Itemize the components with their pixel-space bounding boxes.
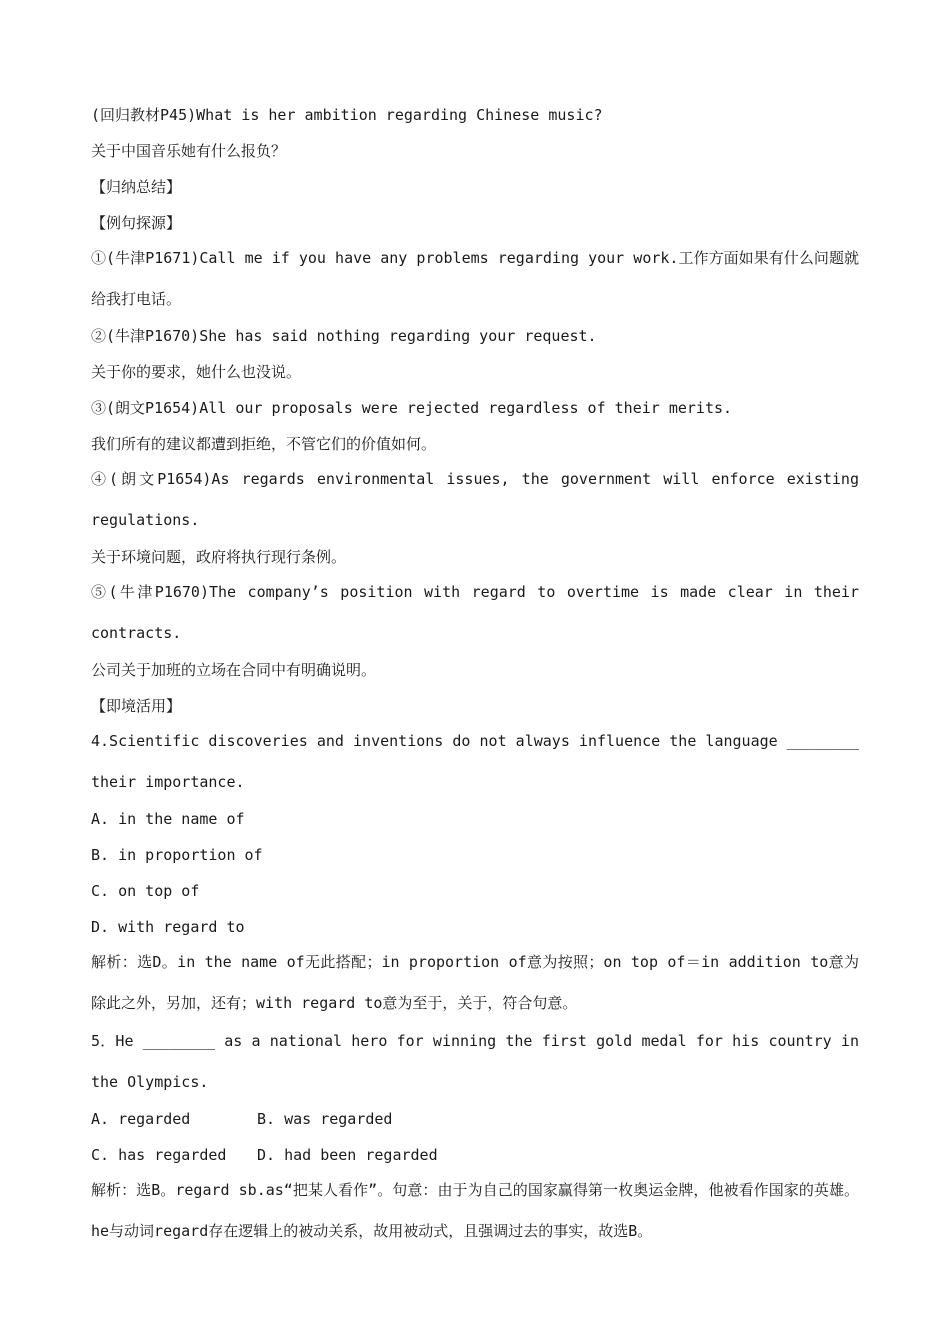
question-4-option-d: D. with regard to (91, 918, 245, 936)
question-5-analysis: 解析：选B。regard sb.as“把某人看作”。句意：由于为自己的国家赢得第一枚奥运金牌，他被看作国家的英雄。he与动词regard存在逻辑上的被动关系，故用被动式，且强调过去的事实，故选B。 (91, 1181, 859, 1240)
question-5-option-a: A. regarded (91, 1110, 191, 1128)
example-4-translation: 关于环境问题，政府将执行现行条例。 (91, 548, 347, 566)
example-2-translation: 关于你的要求，她什么也没说。 (91, 363, 302, 381)
question-5-stem: 5．He ________ as a national hero for winning the first gold medal for his country in the Olympics. (91, 1032, 859, 1091)
example-2: ②(牛津P1670)She has said nothing regarding your request. (91, 327, 597, 345)
question-4-option-b: B. in proportion of (91, 846, 263, 864)
intro-question: (回归教材P45)What is her ambition regarding Chinese music? (91, 106, 603, 124)
document-page (91, 97, 859, 1250)
section-heading-examples: 【例句探源】 (91, 214, 182, 232)
intro-translation: 关于中国音乐她有什么报负？ (91, 142, 287, 160)
question-4-option-c: C. on top of (91, 882, 200, 900)
question-5-options-row-1 (91, 1101, 859, 1137)
section-heading-practice: 【即境活用】 (91, 697, 182, 715)
example-3-translation: 我们所有的建议都遭到拒绝，不管它们的价值如何。 (91, 435, 437, 453)
question-5-option-d: D. had been regarded (257, 1146, 438, 1164)
example-4: ④(朗文P1654)As regards environmental issues, the government will enforce existing regulations. (91, 470, 859, 529)
question-5-option-b: B. was regarded (257, 1110, 393, 1128)
question-4-stem: 4.Scientific discoveries and inventions do not always influence the language ________ their importance. (91, 732, 859, 791)
example-5: ⑤(牛津P1670)The company’s position with regard to overtime is made clear in their contracts. (91, 583, 859, 642)
question-5-option-c: C. has regarded (91, 1146, 227, 1164)
example-1: ①(牛津P1671)Call me if you have any problems regarding your work.工作方面如果有什么问题就给我打电话。 (91, 249, 859, 308)
section-heading-summary: 【归纳总结】 (91, 178, 182, 196)
question-4-analysis: 解析：选D。in the name of无此搭配；in proportion of意为按照；on top of＝in addition to意为除此之外，另加，还有；with regard to意为至于，关于，符合句意。 (91, 953, 859, 1012)
question-4-option-a: A. in the name of (91, 810, 245, 828)
example-5-translation: 公司关于加班的立场在合同中有明确说明。 (91, 661, 377, 679)
example-3: ③(朗文P1654)All our proposals were rejected regardless of their merits. (91, 399, 733, 417)
question-5-options-row-2 (91, 1137, 859, 1173)
